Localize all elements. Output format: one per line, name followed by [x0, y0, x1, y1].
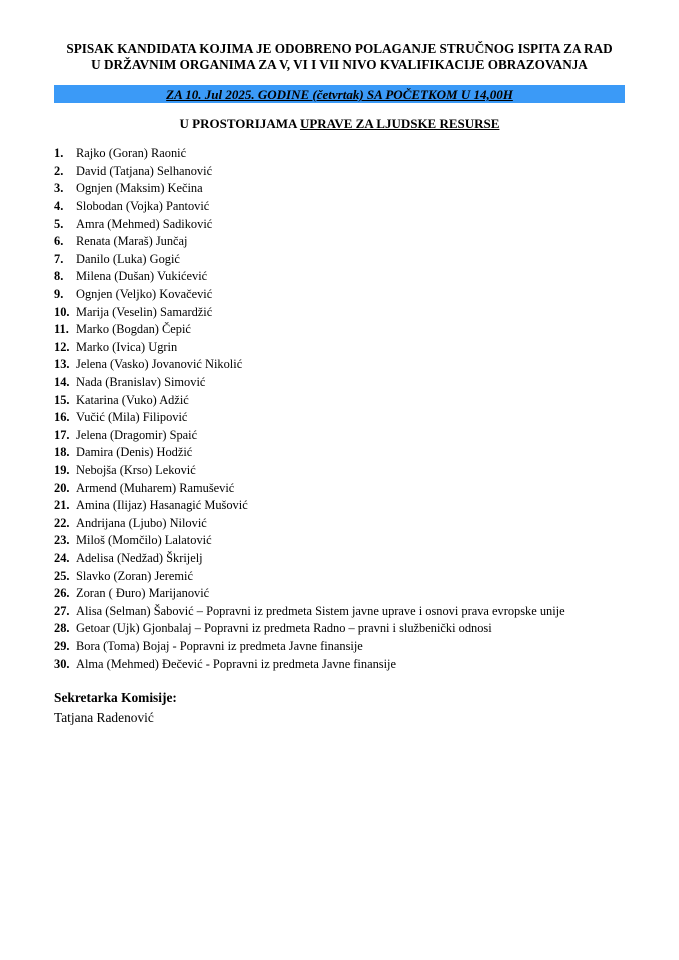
- exam-location: [40, 116, 639, 132]
- candidate-row: [54, 532, 565, 550]
- candidate-row: [54, 391, 565, 409]
- candidate-number: 9.: [54, 287, 64, 302]
- secretary-label: Sekretarka Komisije:: [54, 690, 177, 705]
- candidate-name: Marija (Veselin) Samardžić: [76, 304, 213, 319]
- candidate-name: Ognjen (Maksim) Kečina: [76, 181, 203, 196]
- candidate-number: 16.: [54, 410, 70, 425]
- candidate-name: Ognjen (Veljko) Kovačević: [76, 287, 213, 302]
- candidate-number: 4.: [54, 199, 64, 214]
- candidate-row: [54, 655, 565, 673]
- candidate-row: [54, 462, 565, 480]
- candidate-row: [54, 198, 565, 216]
- candidate-number: 3.: [54, 181, 64, 196]
- secretary-name: Tatjana Radenović: [54, 710, 154, 725]
- candidate-number: 24.: [54, 550, 70, 565]
- candidate-row: [54, 479, 565, 497]
- candidate-row: [54, 339, 565, 357]
- candidate-row: [54, 286, 565, 304]
- candidate-name: Marko (Ivica) Ugrin: [76, 339, 178, 354]
- candidate-name: Zoran ( Đuro) Marijanović: [76, 586, 210, 601]
- candidate-list: [54, 145, 565, 673]
- candidate-number: 10.: [54, 304, 70, 319]
- candidate-number: 30.: [54, 656, 70, 671]
- candidate-row: [54, 409, 565, 427]
- candidate-number: 19.: [54, 462, 70, 477]
- candidate-number: 11.: [54, 322, 69, 337]
- candidate-name: Milena (Dušan) Vukićević: [76, 269, 208, 284]
- candidate-name: Damira (Denis) Hodžić: [76, 445, 193, 460]
- candidate-row: [54, 233, 565, 251]
- candidate-name: Slavko (Zoran) Jeremić: [76, 568, 193, 583]
- candidate-number: 7.: [54, 251, 64, 266]
- candidate-number: 27.: [54, 603, 70, 618]
- candidate-number: 28.: [54, 621, 70, 636]
- candidate-name: Katarina (Vuko) Adžić: [76, 392, 189, 407]
- candidate-name: Slobodan (Vojka) Pantović: [76, 199, 210, 214]
- candidate-number: 1.: [54, 146, 64, 161]
- candidate-number: 18.: [54, 445, 70, 460]
- candidate-row: [54, 585, 565, 603]
- candidate-row: [54, 514, 565, 532]
- location-prefix: U PROSTORIJAMA: [179, 116, 300, 131]
- candidate-name: Renata (Maraš) Junčaj: [76, 234, 188, 249]
- candidate-number: 12.: [54, 339, 70, 354]
- candidate-number: 8.: [54, 269, 64, 284]
- candidate-number: 5.: [54, 216, 64, 231]
- candidate-row: [54, 215, 565, 233]
- location-place: UPRAVE ZA LJUDSKE RESURSE: [299, 116, 500, 131]
- candidate-number: 22.: [54, 515, 70, 530]
- candidate-name: Adelisa (Nedžad) Škrijelj: [76, 550, 203, 565]
- candidate-name: David (Tatjana) Selhanović: [76, 163, 213, 178]
- candidate-name: Vučić (Mila) Filipović: [76, 410, 188, 425]
- exam-date-text: ZA 10. Jul 2025. GODINE (četvrtak) SA POČETKOM U 14,00H: [166, 87, 513, 102]
- candidate-row: [54, 567, 565, 585]
- candidate-name: Alma (Mehmed) Đečević - Popravni iz predmeta Javne finansije: [76, 656, 396, 671]
- candidate-name: Bora (Toma) Bojaj - Popravni iz predmeta Javne finansije: [76, 638, 363, 653]
- candidate-name: Andrijana (Ljubo) Nilović: [76, 515, 207, 530]
- exam-date-banner: [54, 85, 625, 103]
- candidate-name: Nada (Branislav) Simović: [76, 375, 206, 390]
- candidate-row: [54, 163, 565, 181]
- candidate-row: [54, 251, 565, 269]
- candidate-number: 15.: [54, 392, 70, 407]
- candidate-number: 13.: [54, 357, 70, 372]
- candidate-row: [54, 303, 565, 321]
- candidate-name: Jelena (Dragomir) Spaić: [76, 427, 198, 442]
- candidate-name: Marko (Bogdan) Čepić: [76, 322, 191, 337]
- candidate-name: Jelena (Vasko) Jovanović Nikolić: [76, 357, 243, 372]
- candidate-row: [54, 497, 565, 515]
- candidate-row: [54, 550, 565, 568]
- candidate-number: 20.: [54, 480, 70, 495]
- candidate-name: Amina (Ilijaz) Hasanagić Mušović: [76, 498, 248, 513]
- candidate-name: Miloš (Momčilo) Lalatović: [76, 533, 212, 548]
- candidate-number: 17.: [54, 427, 70, 442]
- candidate-row: [54, 444, 565, 462]
- candidate-name: Rajko (Goran) Raonić: [76, 146, 187, 161]
- candidate-number: 14.: [54, 375, 70, 390]
- candidate-number: 21.: [54, 498, 70, 513]
- candidate-number: 25.: [54, 568, 70, 583]
- candidate-row: [54, 638, 565, 656]
- candidate-name: Alisa (Selman) Šabović – Popravni iz predmeta Sistem javne uprave i osnovi prava evropske unije: [76, 603, 565, 618]
- candidate-row: [54, 374, 565, 392]
- document-title-line-1: SPISAK KANDIDATA KOJIMA JE ODOBRENO POLAGANJE STRUČNOG ISPITA ZA RAD: [66, 41, 613, 56]
- candidate-row: [54, 356, 565, 374]
- candidate-name: Danilo (Luka) Gogić: [76, 251, 180, 266]
- candidate-row: [54, 602, 565, 620]
- candidate-row: [54, 145, 565, 163]
- candidate-name: Armend (Muharem) Ramušević: [76, 480, 235, 495]
- candidate-number: 2.: [54, 163, 64, 178]
- candidate-name: Amra (Mehmed) Sadiković: [76, 216, 213, 231]
- candidate-row: [54, 180, 565, 198]
- candidate-row: [54, 268, 565, 286]
- candidate-name: Nebojša (Krso) Leković: [76, 462, 196, 477]
- candidate-row: [54, 620, 565, 638]
- candidate-row: [54, 321, 565, 339]
- candidate-name: Getoar (Ujk) Gjonbalaj – Popravni iz predmeta Radno – pravni i službenički odnosi: [76, 621, 492, 636]
- candidate-number: 6.: [54, 234, 64, 249]
- candidate-number: 23.: [54, 533, 70, 548]
- document-title-line-2: U DRŽAVNIM ORGANIMA ZA V, VI I VII NIVO KVALIFIKACIJE OBRAZOVANJA: [91, 57, 588, 72]
- candidate-number: 29.: [54, 638, 70, 653]
- candidate-number: 26.: [54, 586, 70, 601]
- candidate-row: [54, 427, 565, 445]
